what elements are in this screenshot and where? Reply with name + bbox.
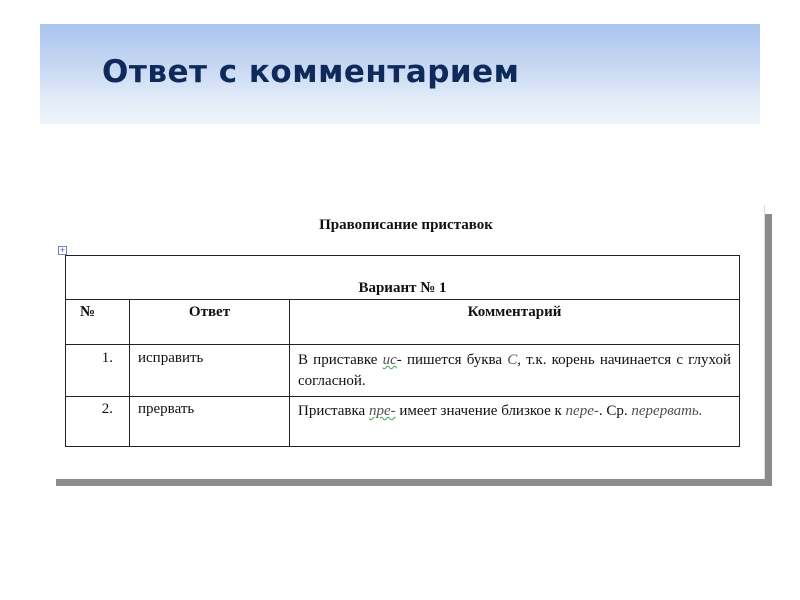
column-header-num: № xyxy=(66,300,130,345)
row-comment xyxy=(290,397,740,447)
comment-example: перервать. xyxy=(631,403,703,419)
table-row xyxy=(66,345,740,397)
row-number: 2. xyxy=(66,397,130,447)
column-header-comment: Комментарий xyxy=(290,300,740,345)
variant-label: Вариант № 1 xyxy=(66,256,740,300)
document-heading: Правописание приставок xyxy=(319,217,493,233)
comment-prefix: ис xyxy=(382,352,397,368)
title-banner xyxy=(40,24,760,124)
comment-text: - пишется буква xyxy=(396,352,508,368)
row-number: 1. xyxy=(66,345,130,397)
document-page xyxy=(48,205,765,479)
table-move-handle-icon[interactable]: + xyxy=(59,246,66,254)
table-row xyxy=(66,397,740,447)
row-answer: исправить xyxy=(130,345,290,397)
answers-table xyxy=(65,255,740,447)
row-comment xyxy=(290,345,740,397)
comment-text: Приставка xyxy=(298,403,369,419)
column-header-answer: Ответ xyxy=(130,300,290,345)
table-header-row xyxy=(66,300,740,345)
comment-text: , т.к. корень начинается с глухой согласной. xyxy=(298,352,731,389)
slide-title: Ответ с комментарием xyxy=(102,54,520,90)
comment-prefix: пре- xyxy=(368,403,396,419)
row-answer: прервать xyxy=(130,397,290,447)
comment-text: имеет значение близкое к xyxy=(395,403,566,419)
comment-letter: С xyxy=(507,352,518,368)
comment-text: В приставке xyxy=(298,352,383,368)
comment-prefix: пере- xyxy=(565,403,599,419)
comment-text: . Ср. xyxy=(598,403,632,419)
variant-row xyxy=(66,256,740,300)
